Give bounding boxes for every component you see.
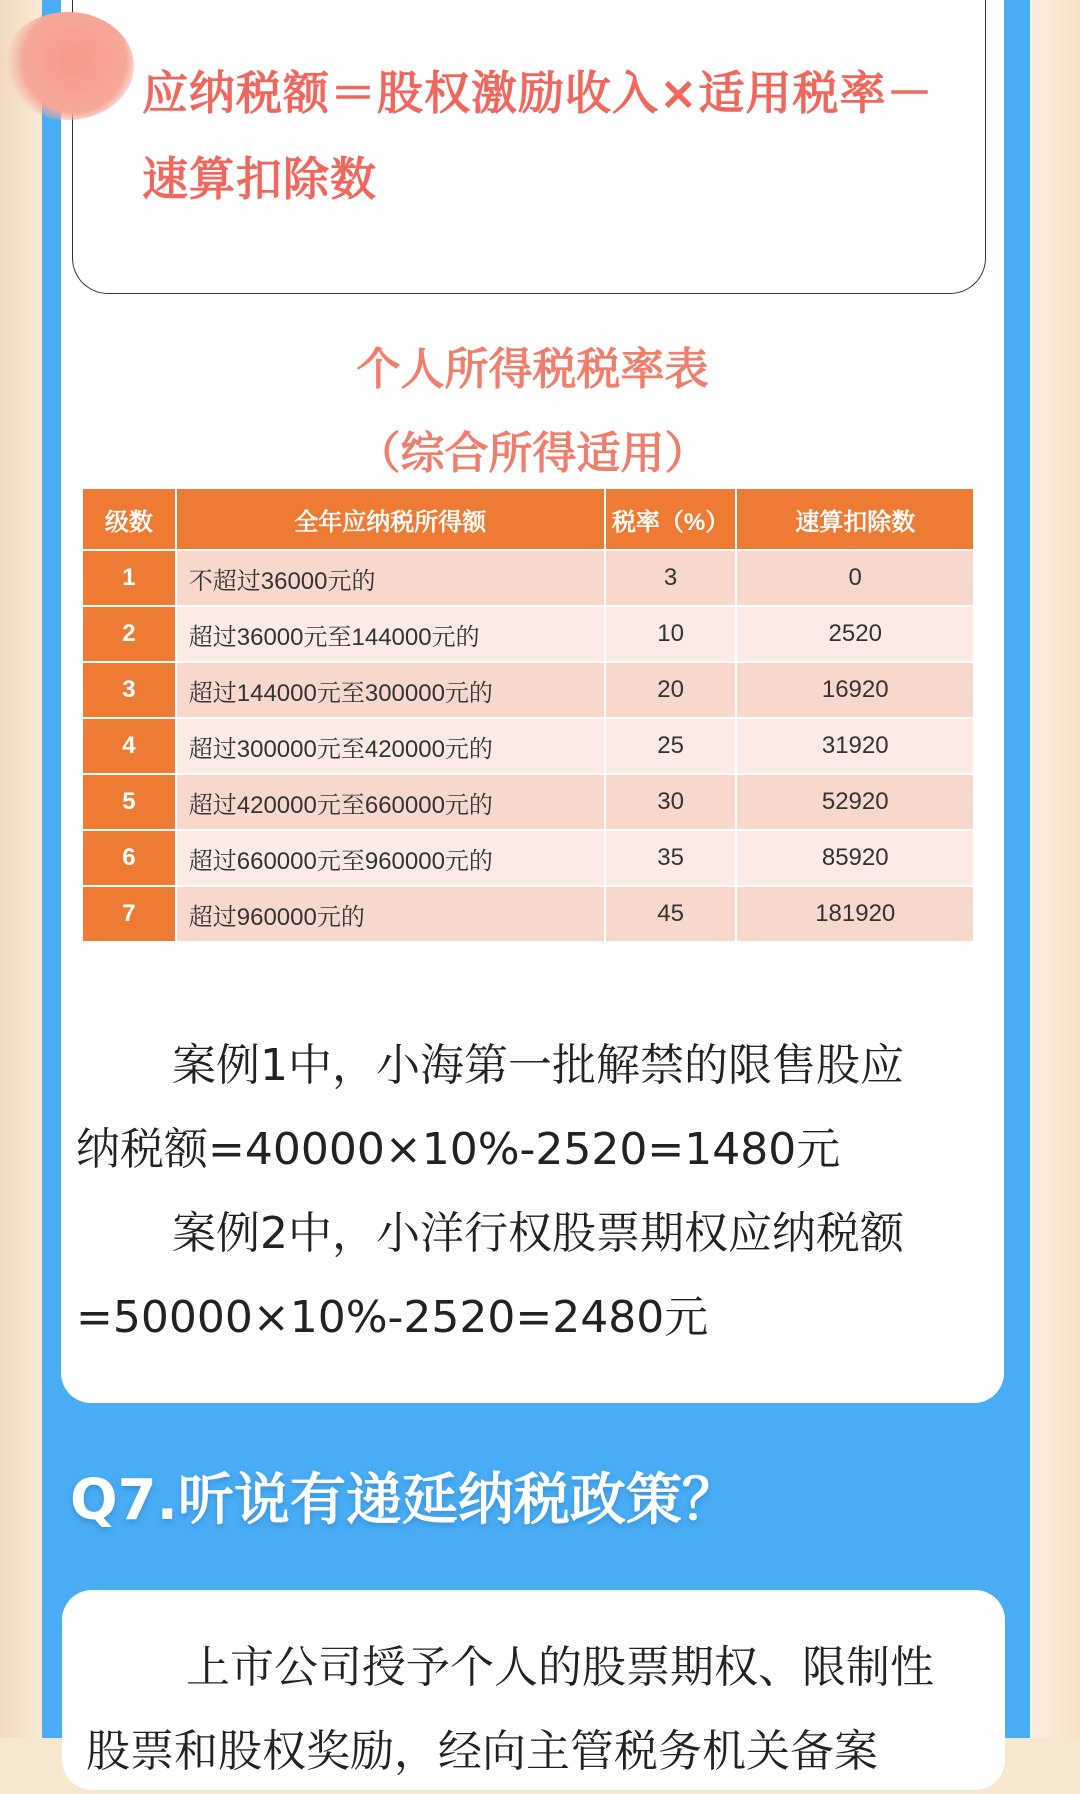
table-subtitle: （综合所得适用） (356, 428, 709, 479)
table-row (83, 607, 973, 661)
case1-line1: 案例1中，小海第一批解禁的限售股应 (172, 1040, 904, 1091)
cell-income: 超过144000元至300000元的 (177, 663, 604, 717)
cell-rate: 20 (606, 663, 736, 717)
decorative-blob (2, 12, 134, 120)
cell-income: 超过300000元至420000元的 (177, 719, 604, 773)
header-rate: 税率（%） (606, 489, 736, 549)
table-row (83, 775, 973, 829)
table-row (83, 719, 973, 773)
cell-deduction: 16920 (737, 663, 973, 717)
cell-rate: 3 (606, 551, 736, 605)
examples-text (76, 1024, 966, 1360)
cell-level: 2 (83, 607, 175, 661)
cell-level: 5 (83, 775, 175, 829)
cell-rate: 45 (606, 887, 736, 941)
cell-deduction: 2520 (737, 607, 973, 661)
cell-deduction: 52920 (737, 775, 973, 829)
cell-deduction: 0 (737, 551, 973, 605)
cell-deduction: 181920 (737, 887, 973, 941)
cell-level: 6 (83, 831, 175, 885)
table-row (83, 551, 973, 605)
cell-rate: 35 (606, 831, 736, 885)
header-level: 级数 (83, 489, 175, 549)
formula-text (142, 50, 962, 222)
header-income: 全年应纳税所得额 (177, 489, 604, 549)
cell-income: 超过660000元至960000元的 (177, 831, 604, 885)
cell-deduction: 85920 (737, 831, 973, 885)
right-border (1030, 0, 1080, 1738)
cell-rate: 25 (606, 719, 736, 773)
cell-income: 不超过36000元的 (177, 551, 604, 605)
table-title: 个人所得税税率表 (356, 344, 709, 395)
formula-line-2: 速算扣除数 (142, 152, 377, 206)
header-deduction: 速算扣除数 (737, 489, 973, 549)
table-row (83, 887, 973, 941)
q7-heading: Q7.听说有递延纳税政策？ (70, 1468, 738, 1533)
q7-text-line2: 股票和股权奖励，经向主管税务机关备案 (86, 1726, 878, 1777)
cell-level: 3 (83, 663, 175, 717)
table-row (83, 663, 973, 717)
cell-rate: 10 (606, 607, 736, 661)
case1-line2: 纳税额=40000×10%-2520=1480元 (76, 1124, 841, 1175)
formula-line-1: 应纳税额＝股权激励收入×适用税率－ (142, 66, 934, 120)
cell-deduction: 31920 (737, 719, 973, 773)
left-border (0, 0, 40, 1738)
case2-line2: =50000×10%-2520=2480元 (76, 1292, 709, 1343)
cell-income: 超过36000元至144000元的 (177, 607, 604, 661)
table-row (83, 831, 973, 885)
table-header-row (83, 489, 973, 549)
q7-text-line1: 上市公司授予个人的股票期权、限制性 (186, 1642, 934, 1693)
cell-income: 超过420000元至660000元的 (177, 775, 604, 829)
q7-text (86, 1626, 986, 1794)
cell-level: 7 (83, 887, 175, 941)
cell-income: 超过960000元的 (177, 887, 604, 941)
case2-line1: 案例2中，小洋行权股票期权应纳税额 (172, 1208, 904, 1259)
cell-level: 4 (83, 719, 175, 773)
cell-rate: 30 (606, 775, 736, 829)
tax-rate-table (81, 487, 975, 943)
cell-level: 1 (83, 551, 175, 605)
